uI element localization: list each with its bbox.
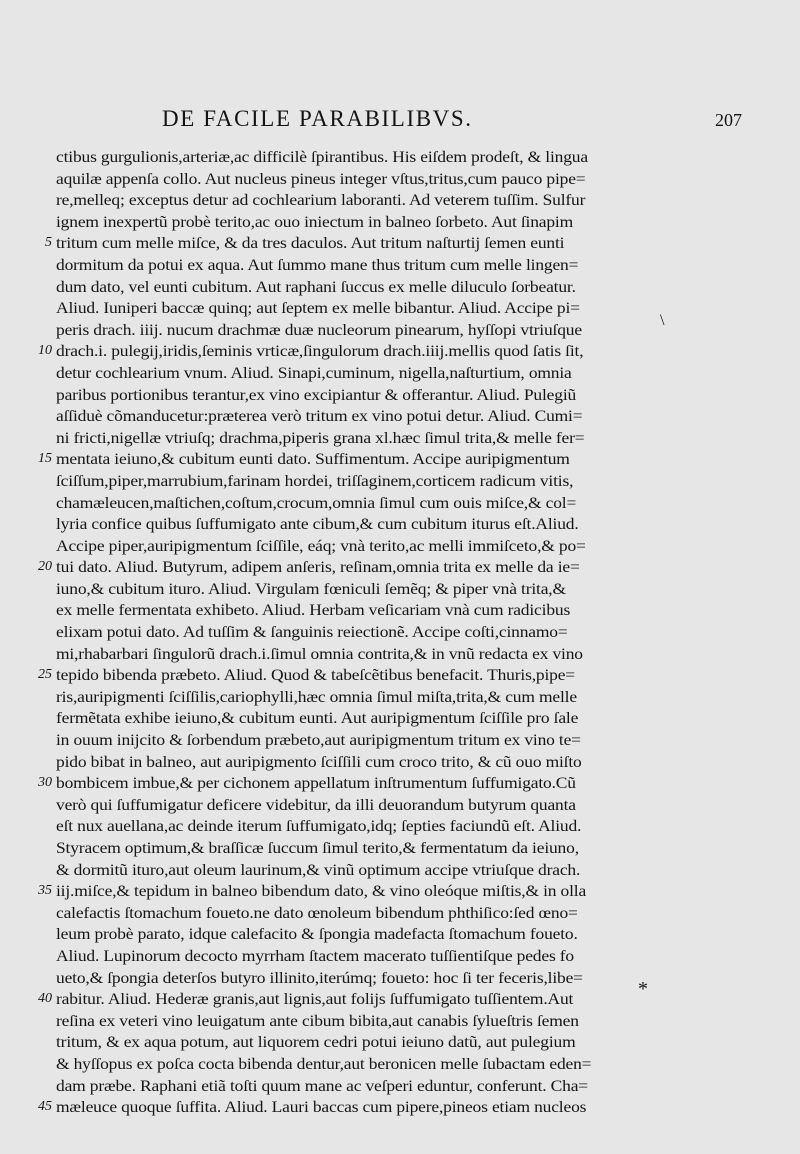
text-line	[56, 599, 798, 621]
text-line	[38, 556, 798, 578]
text-line	[56, 1010, 798, 1032]
line-text: & hyſſopus ex poſca cocta bibenda dentur,aut beronicen melle ſubactam eden=	[56, 1055, 592, 1073]
line-text: ris,auripigmenti ſciſſilis,cariophylli,hæc omnia ſimul miſta,trita,& cum melle	[56, 688, 577, 706]
line-number: 35	[38, 883, 52, 899]
text-line	[56, 405, 798, 427]
line-text: mi,rhabarbari ſingulorũ drach.i.ſimul omnia contrita,& in vnũ redacta ex vino	[56, 645, 583, 663]
line-text: elixam potui dato. Ad tuſſim & ſanguinis reiectionẽ. Accipe coſti,cinnamo=	[56, 624, 568, 642]
line-text: paribus portionibus terantur,ex vino excipiantur & offerantur. Aliud. Pulegiũ	[56, 386, 577, 404]
line-text: iij.miſce,& tepidum in balneo bibendum dato, & vino oleóque miſtis,& in olla	[56, 883, 587, 901]
line-text: Accipe piper,auripigmentum ſciſſile, eáq; vnà terito,ac melli immiſceto,& po=	[56, 537, 586, 555]
text-line	[56, 276, 798, 298]
text-line	[56, 1031, 798, 1053]
line-text: leum probè parato, idque calefacito & ſpongia madefacta ſtomachum foueto.	[56, 926, 578, 944]
line-number: 40	[38, 991, 52, 1007]
margin-asterisk-mark: *	[638, 978, 648, 1000]
line-text: fermẽtata exhibe ieiuno,& cubitum eunti. Aut auripigmentum ſciſſile pro ſale	[56, 710, 579, 728]
text-line	[56, 470, 798, 492]
line-text: mentata ieiuno,& cubitum eunti dato. Suffimentum. Accipe auripigmentum	[56, 451, 570, 469]
line-number: 10	[38, 343, 52, 359]
line-text: aſſiduè cõmanducetur:præterea verò tritum ex vino potui detur. Aliud. Cumi=	[56, 408, 583, 426]
running-head	[162, 106, 760, 136]
line-text: tepido bibenda præbeto. Aliud. Quod & tabeſcẽtibus benefacit. Thuris,pipe=	[56, 667, 575, 685]
text-line	[38, 1096, 798, 1118]
text-line	[38, 772, 798, 794]
text-line	[56, 859, 798, 881]
line-text: dormitum da potui ex aqua. Aut ſummo mane thus tritum cum melle lingen=	[56, 256, 579, 274]
line-text: tui dato. Aliud. Butyrum, adipem anſeris, reſinam,omnia trita ex melle da ie=	[56, 559, 580, 577]
line-number: 20	[38, 559, 52, 575]
line-text: tritum cum melle miſce, & da tres daculos. Aut tritum naſturtij ſemen eunti	[56, 235, 565, 253]
line-text: rabitur. Aliud. Hederæ granis,aut lignis,aut folijs ſuffumigato tuſſientem.Aut	[56, 991, 574, 1009]
text-line	[56, 707, 798, 729]
text-line	[56, 643, 798, 665]
text-line	[56, 211, 798, 233]
page-number: 207	[715, 110, 742, 130]
text-line	[56, 297, 798, 319]
line-number: 30	[38, 775, 52, 791]
line-text: reſina ex veteri vino leuigatum ante cibum bibita,aut canabis ſylueſtris ſemen	[56, 1012, 579, 1030]
text-line	[56, 362, 798, 384]
text-line	[38, 880, 798, 902]
text-line	[45, 232, 798, 254]
text-line	[56, 967, 798, 989]
line-number: 25	[38, 667, 52, 683]
text-line	[56, 146, 798, 168]
line-text: calefactis ſtomachum foueto.ne dato œnoleum bibendum phthiſico:ſed œno=	[56, 904, 578, 922]
text-line	[56, 621, 798, 643]
text-line	[56, 535, 798, 557]
line-text: dam præbe. Raphani etiã toſti quum mane ac veſperi eduntur, conferunt. Cha=	[56, 1077, 588, 1095]
line-text: ſciſſum,piper,marrubium,farinam hordei, triſſaginem,corticem radicum vitis,	[56, 472, 574, 490]
text-line	[56, 384, 798, 406]
text-line	[38, 664, 798, 686]
line-number: 45	[38, 1099, 52, 1115]
line-text: dum dato, vel eunti cubitum. Aut raphani ſuccus ex melle diluculo ſorbeatur.	[56, 278, 576, 296]
line-text: ex melle fermentata exhibeto. Aliud. Herbam veſicariam vnà cum radicibus	[56, 602, 571, 620]
text-line	[56, 189, 798, 211]
line-text: verò qui ſuffumigatur deficere videbitur, da illi deuorandum butyrum quanta	[56, 796, 576, 814]
text-line	[56, 1053, 798, 1075]
text-line	[56, 686, 798, 708]
line-text: tritum, & ex aqua potum, aut liquorem cedri potui ieiuno datũ, aut pulegium	[56, 1034, 576, 1052]
margin-tick-mark: \	[660, 312, 665, 329]
line-text: re,melleq; exceptus detur ad cochlearium laboranti. Ad veterem tuſſim. Sulfur	[56, 192, 586, 210]
line-number: 5	[45, 235, 52, 251]
text-line	[56, 427, 798, 449]
text-line	[56, 578, 798, 600]
line-text: Aliud. Lupinorum decocto myrrham ſtactem macerato tuſſientiſque pedes fo	[56, 947, 574, 965]
text-line	[56, 254, 798, 276]
line-text: & dormitũ ituro,aut oleum laurinum,& vinũ optimum accipe vtriuſque drach.	[56, 861, 581, 879]
body-text	[38, 146, 798, 1118]
line-text: ni fricti,nigellæ vtriuſq; drachma,piperis grana xl.hæc ſimul trita,& melle fer=	[56, 429, 585, 447]
text-line	[56, 815, 798, 837]
line-text: eſt nux auellana,ac deinde iterum ſuffumigato,idq; ſepties faciundũ eſt. Aliud.	[56, 818, 582, 836]
text-line	[56, 923, 798, 945]
line-text: ignem inexpertũ probè terito,ac ouo iniectum in balneo ſorbeto. Aut ſinapim	[56, 213, 574, 231]
text-line	[56, 513, 798, 535]
line-text: ctibus gurgulionis,arteriæ,ac difficilè ſpirantibus. His eiſdem prodeſt, & lingua	[56, 149, 588, 166]
line-text: peris drach. iiij. nucum drachmæ duæ nucleorum pinearum, hyſſopi vtriuſque	[56, 321, 582, 339]
running-title: DE FACILE PARABILIBVS.	[162, 106, 473, 131]
line-text: drach.i. pulegij,iridis,ſeminis vrticæ,ſingulorum drach.iiij.mellis quod ſatis ſit,	[56, 343, 584, 361]
line-text: in ouum inijcito & ſorbendum præbeto,aut auripigmentum tritum ex vino te=	[56, 732, 581, 750]
text-line	[56, 168, 798, 190]
line-text: Styracem optimum,& braſſicæ ſuccum ſimul terito,& fermentatum da ieiuno,	[56, 840, 579, 857]
text-line	[38, 448, 798, 470]
text-line	[56, 837, 798, 859]
text-line	[38, 988, 798, 1010]
text-line	[56, 319, 798, 341]
text-line	[56, 945, 798, 967]
text-line	[56, 729, 798, 751]
text-line	[56, 1075, 798, 1097]
line-text: pido bibat in balneo, aut auripigmento ſciſſili cum croco trito, & cũ ouo miſto	[56, 753, 582, 771]
line-number: 15	[38, 451, 52, 467]
text-line	[56, 751, 798, 773]
line-text: detur cochlearium vnum. Aliud. Sinapi,cuminum, nigella,naſturtium, omnia	[56, 364, 572, 382]
line-text: mæleuce quoque ſuffita. Aliud. Lauri baccas cum pipere,pineos etiam nucleos	[56, 1099, 587, 1117]
line-text: bombicem imbue,& per cichonem appellatum inſtrumentum ſuffumigato.Cũ	[56, 775, 576, 793]
text-line	[56, 794, 798, 816]
text-line	[56, 902, 798, 924]
line-text: aquilæ appenſa collo. Aut nucleus pineus integer vſtus,tritus,cum pauco pipe=	[56, 170, 586, 188]
line-text: lyria confice quibus ſuffumigato ante cibum,& cum cubitum iturus eſt.Aliud.	[56, 516, 579, 534]
line-text: iuno,& cubitum ituro. Aliud. Virgulam fœniculi ſemẽq; & piper vnà trita,&	[56, 580, 566, 598]
line-text: ueto,& ſpongia deterſos butyro illinito,iterúmq; foueto: hoc ſi ter feceris,libe=	[56, 969, 583, 987]
text-line	[56, 492, 798, 514]
line-text: chamæleucen,maſtichen,coſtum,crocum,omnia ſimul cum ouis miſce,& col=	[56, 494, 577, 512]
line-text: Aliud. Iuniperi baccæ quinq; aut ſeptem ex melle bibantur. Aliud. Accipe pi=	[56, 300, 580, 318]
text-line	[38, 340, 798, 362]
